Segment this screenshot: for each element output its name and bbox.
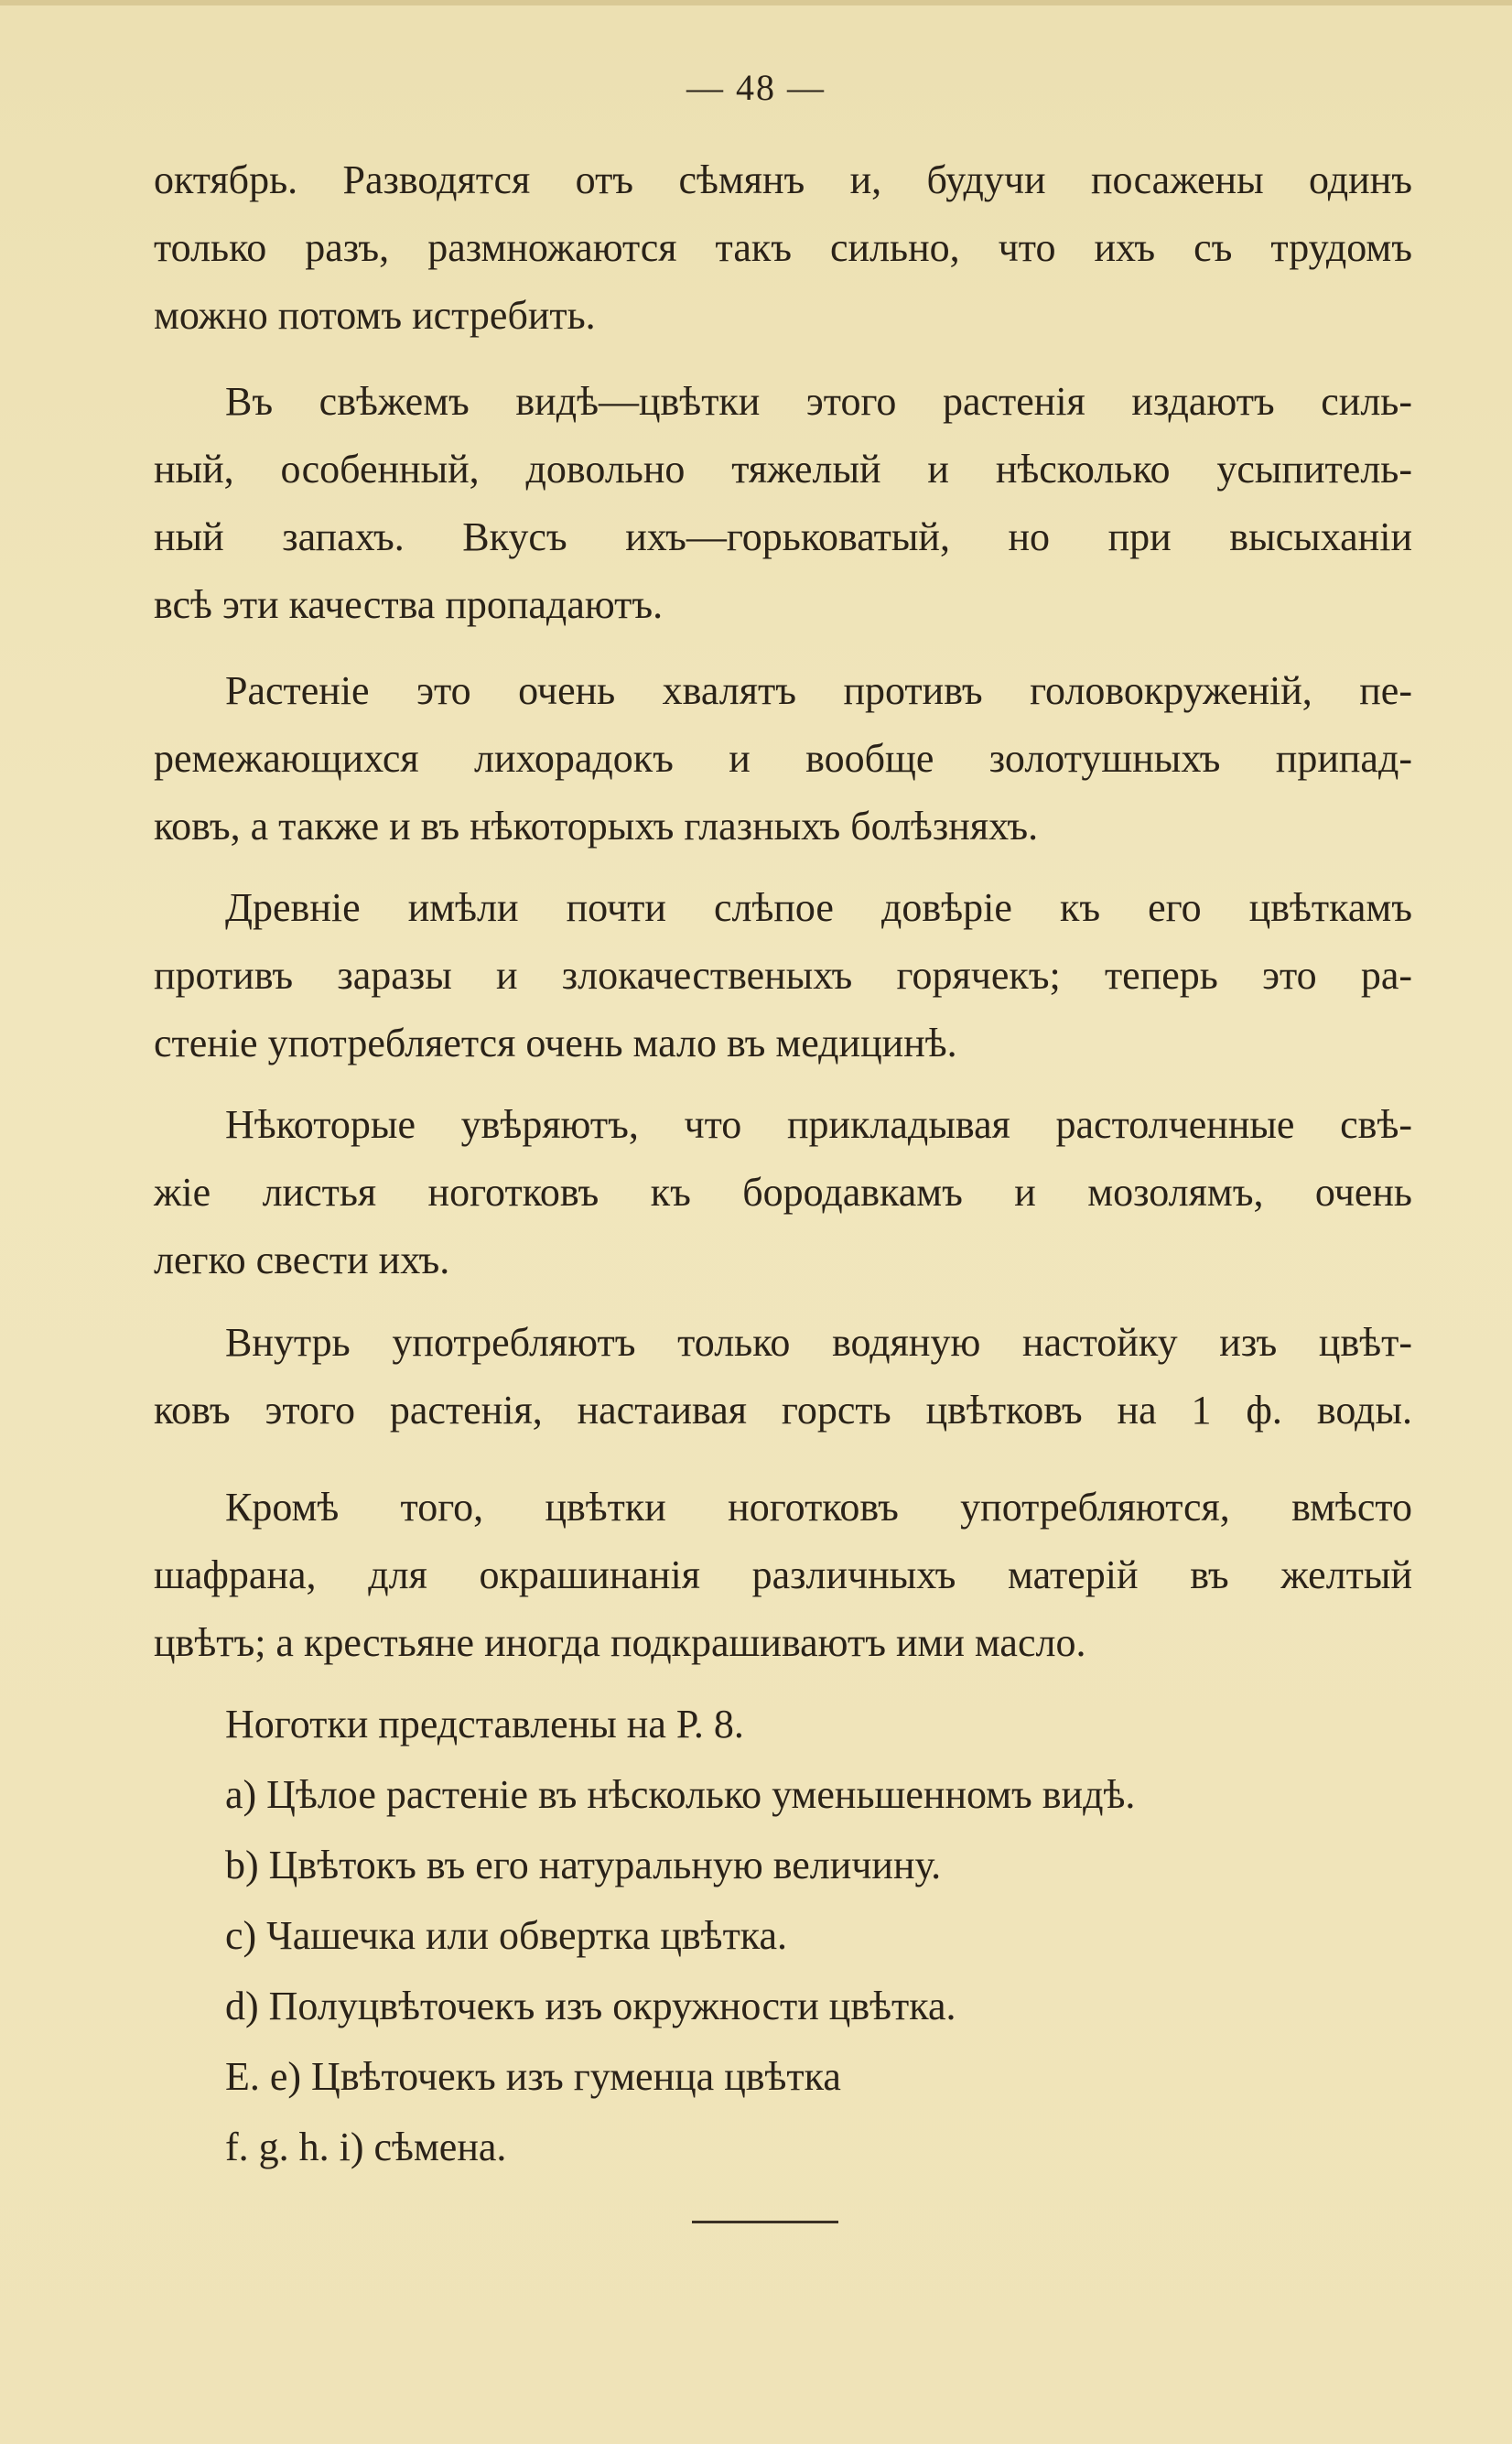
text-line: шафрана, для окрашинанія различныхъ матерій въ желтый (154, 1552, 1412, 1597)
text-line: противъ заразы и злокачественыхъ горячекъ; теперь это ра- (154, 953, 1412, 998)
text-line: Растеніе это очень хвалятъ противъ головокруженій, пе- (225, 668, 1412, 713)
text-line: ковъ этого растенія, настаивая горсть цвѣтковъ на 1 ф. воды. (154, 1388, 1412, 1433)
text-line: Въ свѣжемъ видѣ—цвѣтки этого растенія издаютъ силь- (225, 379, 1412, 424)
caption-item-d: d) Полуцвѣточекъ изъ окружности цвѣтка. (225, 1984, 956, 2028)
paragraph-3 (154, 657, 1412, 860)
paragraph-4 (154, 874, 1412, 1077)
text-line: октябрь. Разводятся отъ сѣмянъ и, будучи посажены одинъ (154, 157, 1412, 202)
text-line: ный, особенный, довольно тяжелый и нѣсколько усыпитель- (154, 447, 1412, 492)
paragraph-6 (154, 1309, 1412, 1444)
text-line: жіе листья ноготковъ къ бородавкамъ и мозолямъ, очень (154, 1170, 1412, 1215)
caption-heading: Ноготки представлены на Р. 8. (225, 1702, 744, 1746)
text-line: ремежающихся лихорадокъ и вообще золотушныхъ припад- (154, 736, 1412, 781)
caption-item-b: b) Цвѣтокъ въ его натуральную величину. (225, 1843, 942, 1887)
text-line: ный запахъ. Вкусъ ихъ—горьковатый, но при высыханіи (154, 514, 1412, 559)
paragraph-5 (154, 1091, 1412, 1294)
page-top-edge (0, 0, 1512, 5)
text-line: легко свести ихъ. (154, 1238, 450, 1282)
text-line: цвѣтъ; а крестьяне иногда подкрашиваютъ ими масло. (154, 1620, 1086, 1665)
text-line: Нѣкоторые увѣряютъ, что прикладывая растолченные свѣ- (225, 1102, 1412, 1147)
page-number: — 48 — (686, 67, 826, 108)
text-line: только разъ, размножаются такъ сильно, что ихъ съ трудомъ (154, 225, 1412, 270)
paragraph-2 (154, 368, 1412, 639)
text-line: всѣ эти качества пропадаютъ. (154, 582, 664, 627)
caption-item-e: E. e) Цвѣточекъ изъ гуменца цвѣтка (225, 2054, 841, 2099)
text-line: можно потомъ истребить. (154, 293, 596, 338)
text-line: Внутрь употребляютъ только водяную настойку изъ цвѣт- (225, 1320, 1412, 1365)
text-line: Древніе имѣли почти слѣпое довѣріе къ его цвѣткамъ (225, 885, 1412, 930)
paragraph-1 (154, 146, 1412, 350)
text-line: ковъ, а также и въ нѣкоторыхъ глазныхъ болѣзняхъ. (154, 804, 1039, 849)
closing-rule (692, 2221, 838, 2223)
paragraph-7 (154, 1474, 1412, 1677)
figure-captions (154, 1689, 1412, 2182)
caption-item-c: c) Чашечка или обвертка цвѣтка. (225, 1913, 788, 1958)
text-line: Кромѣ того, цвѣтки ноготковъ употребляются, вмѣсто (225, 1485, 1412, 1530)
caption-item-seeds: f. g. h. i) сѣмена. (225, 2125, 507, 2169)
text-line: стеніе употребляется очень мало въ медицинѣ. (154, 1021, 957, 1065)
caption-item-a: a) Цѣлое растеніе въ нѣсколько уменьшенномъ видѣ. (225, 1772, 1136, 1817)
